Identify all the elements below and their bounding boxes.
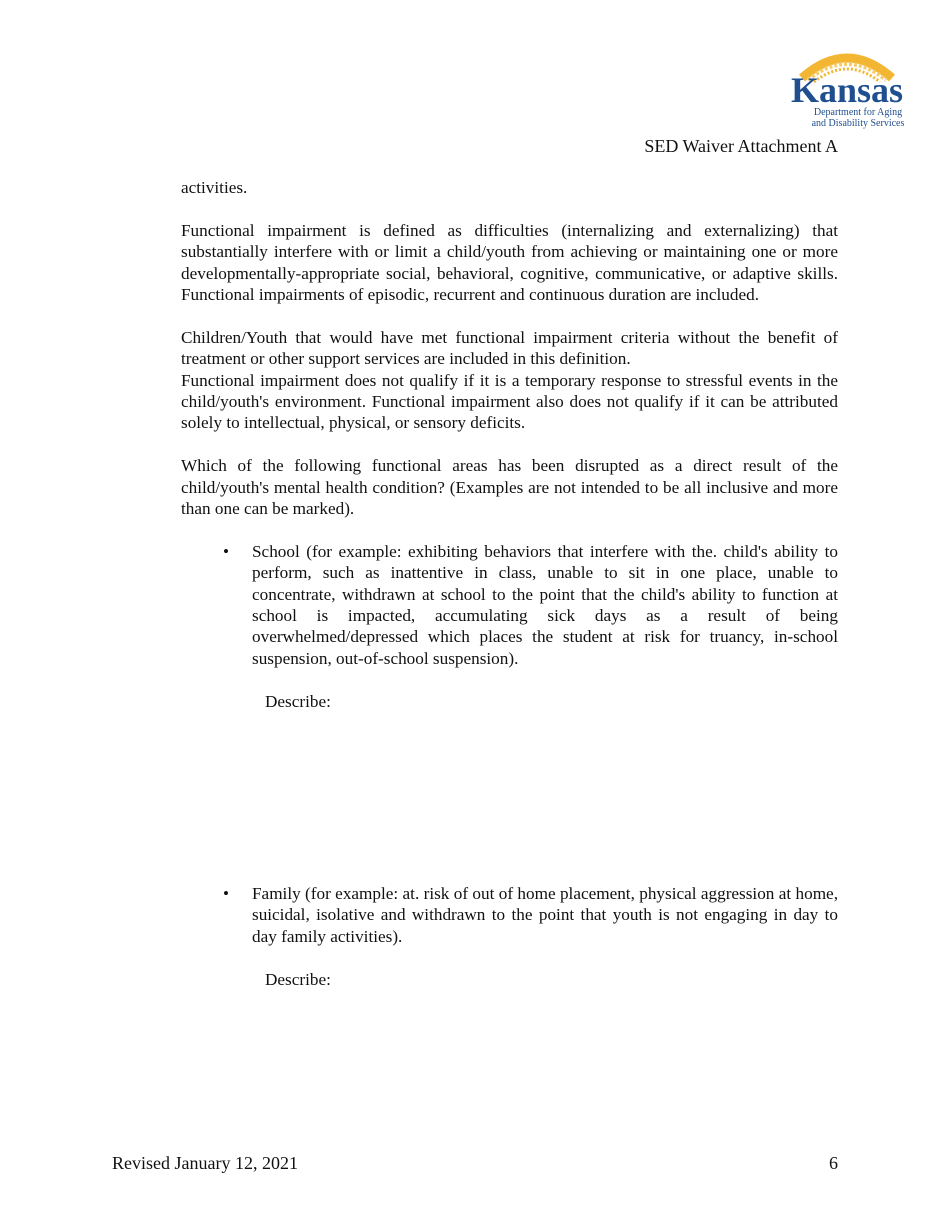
bullet-family xyxy=(181,883,838,947)
bullet-family-text: Family (for example: at. risk of out of home placement, physical aggression at home, suicidal, isolative and withdrawn to the point that youth is not engaging in day to day family activities). xyxy=(252,884,838,946)
paragraph-functional-impairment-definition: Functional impairment is defined as difficulties (internalizing and externalizing) that substantially interfere with or limit a child/youth from achieving or maintaining one or more developmentally-appropriate social, behavioral, cognitive, communicative, or adaptive skills. Functional impairments of episodic, recurrent and continuous duration are included. xyxy=(181,220,838,305)
logo-subtitle-line1: Department for Aging xyxy=(813,107,903,118)
footer-revised-date: Revised January 12, 2021 xyxy=(112,1153,298,1173)
describe-family-label: Describe: xyxy=(265,969,331,989)
paragraph-functional-areas-question: Which of the following functional areas has been disrupted as a direct result of the child/youth's mental health condition? (Examples are not intended to be all inclusive and more than one can be marked). xyxy=(181,456,838,519)
logo-wordmark: Kansas xyxy=(790,70,904,110)
paragraph-temporary-response: Functional impairment does not qualify if it is a temporary response to stressful events in the child/youth's environment. Functional impairment also does not qualify if it can be attributed solely to intellectual, physical, or sensory deficits. xyxy=(181,370,838,433)
kansas-logo-graphic xyxy=(784,44,910,132)
describe-school-label: Describe: xyxy=(265,691,331,711)
bullet-school-text: School (for example: exhibiting behaviors that interfere with the. child's ability to perform, such as inattentive in class, unable to sit in one place, unable to concentrate, withdrawn at school to the point that the child's ability to function at school is impacted, accumulating sick days as a result of being overwhelmed/depressed which places the student at risk for truancy, in-school suspension, out-of-school suspension). xyxy=(252,541,838,668)
bullet-dot: • xyxy=(223,884,230,904)
bullet-dot: • xyxy=(223,541,230,561)
bullet-school xyxy=(181,541,838,669)
document-body xyxy=(181,177,838,990)
paragraph-treatment-benefit: Children/Youth that would have met functional impairment criteria without the benefit of treatment or other support services are included in this definition. xyxy=(181,327,838,369)
footer-page-number: 6 xyxy=(829,1153,838,1173)
document-header-title: SED Waiver Attachment A xyxy=(644,136,838,156)
logo-subtitle-line2: and Disability Services xyxy=(811,118,905,129)
kansas-kdads-logo xyxy=(784,44,910,132)
paragraph-activities: activities. xyxy=(181,178,248,197)
